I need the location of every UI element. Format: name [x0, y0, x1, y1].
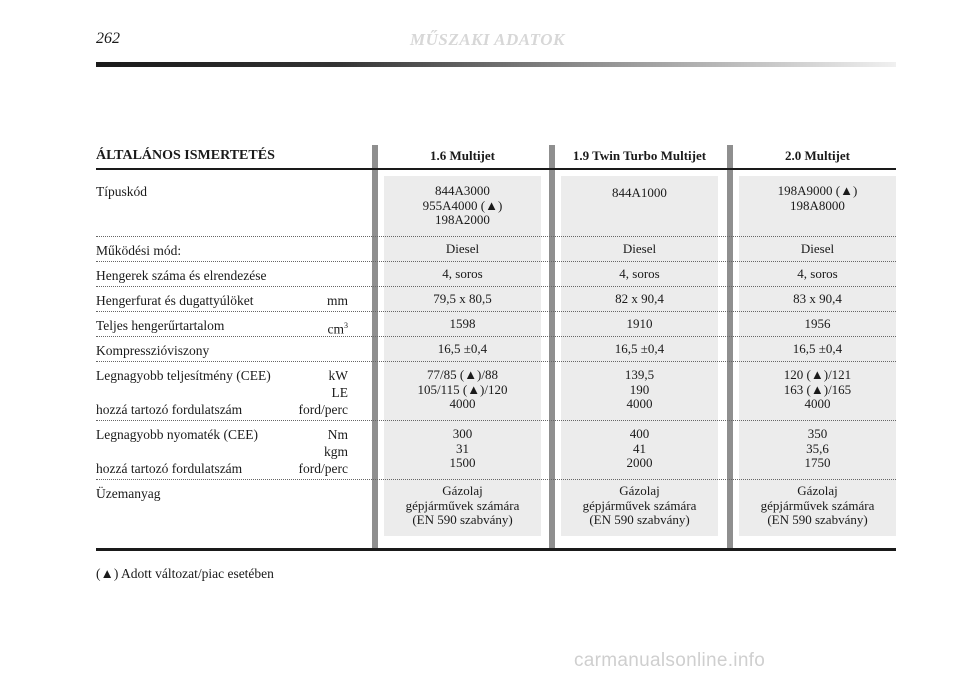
row-label-tipuskod: Típuskód [96, 184, 148, 199]
row-divider [96, 336, 896, 337]
cell: Gázolaj gépjárművek számára (EN 590 szabvány) [760, 483, 875, 527]
cell: Diesel [800, 241, 835, 256]
cell: Gázolaj gépjárművek számára (EN 590 szabvány) [582, 483, 697, 527]
header-gradient-rule [96, 62, 896, 67]
column-header-2-0-multijet: 2.0 Multijet [785, 148, 850, 163]
row-label-nyomatek: Legnagyobb nyomaték (CEE) [96, 427, 258, 442]
page-number: 262 [96, 30, 120, 47]
row-label-hengerurtartalom: Teljes hengerűrtartalom [96, 318, 225, 333]
row-label-teljesitmeny: Legnagyobb teljesítmény (CEE) [96, 368, 271, 383]
row-unit-cm3: $cm^3$ [327, 321, 348, 337]
cell: 1598 [449, 316, 476, 331]
footnote: (▲) Adott változat/piac esetében [96, 566, 274, 581]
cell: 83 x 90,4 [793, 291, 842, 306]
cell: 120 (▲)/121 163 (▲)/165 4000 [783, 367, 852, 411]
row-divider [96, 286, 896, 287]
cell: 79,5 x 80,5 [433, 291, 492, 306]
cell: 16,5 ±0,4 [792, 341, 843, 356]
row-unit-kw: kW [328, 368, 348, 383]
row-label-fordulatszam: hozzá tartozó fordulatszám [96, 402, 243, 417]
cell: 1910 [626, 316, 653, 331]
row-label-hengerfurat: Hengerfurat és dugattyúlöket [96, 293, 254, 308]
table-bottom-rule [96, 548, 896, 551]
row-unit-le: LE [331, 385, 348, 400]
table-title: ÁLTALÁNOS ISMERTETÉS [96, 148, 275, 163]
row-unit-mm: mm [326, 293, 348, 308]
cell: 139,5 190 4000 [624, 367, 655, 411]
column-header-1-9-twin-turbo-multijet: 1.9 Twin Turbo Multijet [572, 148, 707, 163]
cell: Diesel [445, 241, 480, 256]
cell: 400 41 2000 [626, 426, 653, 470]
cell: 844A3000 955A4000 (▲) 198A2000 [422, 183, 503, 227]
row-label-fordulatszam: hozzá tartozó fordulatszám [96, 461, 243, 476]
row-label-hengerek: Hengerek száma és elrendezése [96, 268, 267, 283]
row-label-mukodesi-mod: Működési mód: [96, 243, 182, 258]
row-unit-kgm: kgm [323, 444, 348, 459]
row-unit-ford-perc: ford/perc [298, 402, 348, 417]
column-separator-bar [549, 145, 555, 549]
row-divider [96, 420, 896, 421]
row-divider [96, 361, 896, 362]
row-unit-ford-perc: ford/perc [298, 461, 348, 476]
cell: Gázolaj gépjárművek számára (EN 590 szabvány) [405, 483, 520, 527]
column-header-1-6-multijet: 1.6 Multijet [430, 148, 495, 163]
column-separator-bar [727, 145, 733, 549]
cell: 1956 [804, 316, 831, 331]
section-title: MŰSZAKI ADATOK [410, 30, 565, 49]
header-rule [96, 168, 896, 170]
column-separator-bar [372, 145, 378, 549]
row-divider [96, 311, 896, 312]
cell: 77/85 (▲)/88 105/115 (▲)/120 4000 [417, 367, 508, 411]
cell: 844A1000 [612, 185, 667, 200]
cell: 16,5 ±0,4 [614, 341, 665, 356]
row-label-uzemanyag: Üzemanyag [96, 486, 161, 501]
cell: 4, soros [797, 266, 838, 281]
row-unit-nm: Nm [327, 427, 348, 442]
watermark: carmanualsonline.info [574, 650, 766, 671]
row-divider [96, 261, 896, 262]
cell: 16,5 ±0,4 [437, 341, 488, 356]
cell: 82 x 90,4 [615, 291, 664, 306]
cell: 4, soros [619, 266, 660, 281]
cell: 350 35,6 1750 [804, 426, 831, 470]
cell: Diesel [622, 241, 657, 256]
cell: 198A9000 (▲) 198A8000 [777, 183, 858, 213]
row-label-kompresszioviszony: Kompresszióviszony [96, 343, 210, 358]
cell: 300 31 1500 [449, 426, 476, 470]
cell: 4, soros [442, 266, 483, 281]
row-divider [96, 236, 896, 237]
row-divider [96, 479, 896, 480]
